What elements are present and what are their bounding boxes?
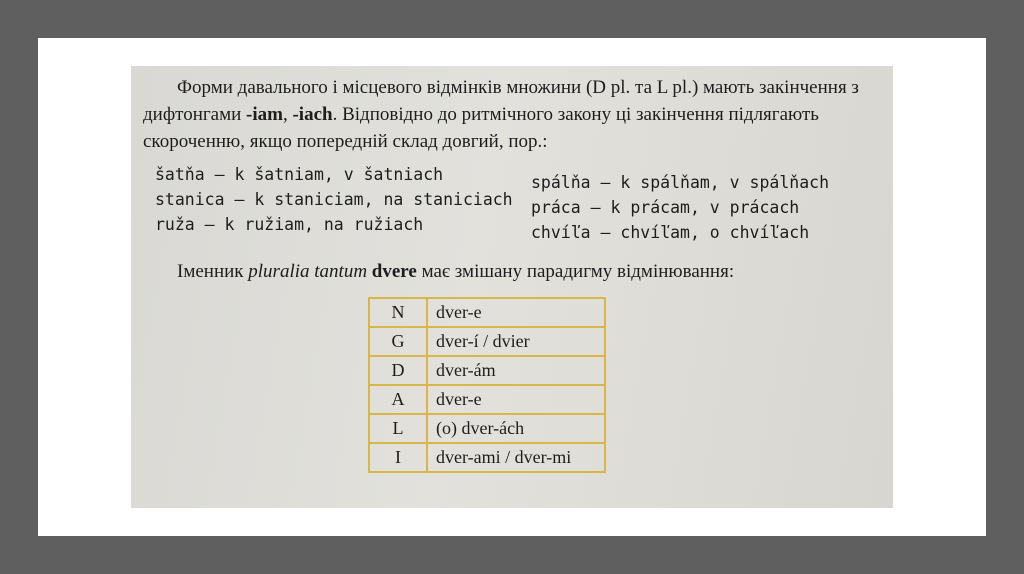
intro-text-b: . Відповідно до ритмічного закону ці закінчення підлягають скороченню, якщо попередній склад довгий, пор.:: [143, 104, 819, 152]
form-cell: (o) dver-ách: [427, 414, 605, 443]
form-cell: dver-ám: [427, 356, 605, 385]
textbook-photo: [131, 66, 893, 508]
case-cell: N: [369, 298, 427, 327]
table-row: [369, 414, 605, 443]
ending-iam: -iam: [246, 104, 283, 125]
form-cell: dver-ami / dver-mi: [427, 443, 605, 472]
case-cell: I: [369, 443, 427, 472]
table-row: [369, 443, 605, 472]
form-cell: dver-e: [427, 298, 605, 327]
pluralia-tantum-term: pluralia tantum: [248, 261, 368, 282]
table-row: [369, 356, 605, 385]
paradigm-table: [368, 297, 606, 473]
case-cell: G: [369, 327, 427, 356]
ending-iach: -iach: [292, 104, 333, 125]
form-cell: dver-e: [427, 385, 605, 414]
example-line: spálňa – k spálňam, v spálňach: [531, 173, 830, 192]
dvere-word: dvere: [371, 261, 417, 282]
paradigm-intro-b: має змішану парадигму відмінювання:: [416, 261, 735, 282]
form-cell: dver-í / dvier: [427, 327, 605, 356]
examples-left: [155, 162, 513, 237]
examples-right: [531, 170, 829, 245]
example-line: šatňa – k šatniam, v šatniach: [155, 165, 444, 184]
table-row: [369, 327, 605, 356]
case-cell: D: [369, 356, 427, 385]
example-line: práca – k prácam, v prácach: [531, 198, 800, 217]
example-line: stanica – k staniciam, na staniciach: [155, 190, 513, 209]
paradigm-intro-a: Іменник: [177, 261, 249, 282]
paradigm-intro: [177, 260, 877, 284]
table-row: [369, 298, 605, 327]
intro-paragraph: [143, 74, 883, 155]
table-row: [369, 385, 605, 414]
example-line: chvíľa – chvíľam, o chvíľach: [531, 223, 810, 242]
intro-text-a: Форми давального і місцевого відмінків множини (D pl. та L pl.) мають закінчення з дифтонгами: [143, 77, 859, 125]
ending-separator: ,: [282, 104, 293, 125]
case-cell: L: [369, 414, 427, 443]
example-line: ruža – k ružiam, na ružiach: [155, 215, 424, 234]
case-cell: A: [369, 385, 427, 414]
